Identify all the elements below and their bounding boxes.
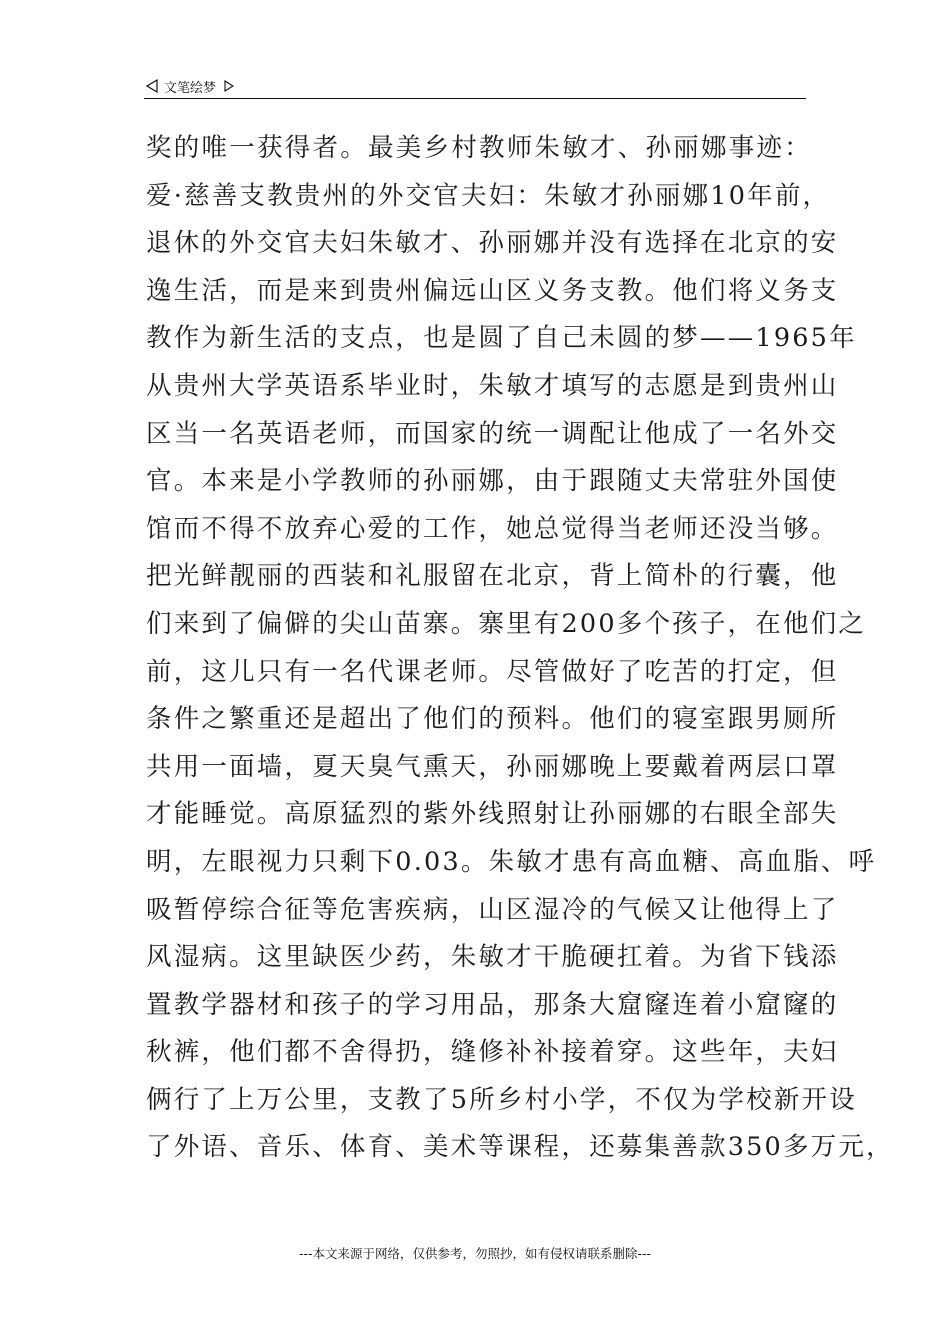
text-line: 馆而不得不放弃心爱的工作，她总觉得当老师还没当够。 bbox=[146, 513, 839, 544]
triangle-left-icon bbox=[146, 79, 158, 93]
text-line: 前，这儿只有一名代课老师。尽管做好了吃苦的打定，但 bbox=[146, 656, 839, 687]
text-line: 置教学器材和孩子的学习用品，那条大窟窿连着小窟窿的 bbox=[146, 989, 839, 1020]
text-line: 明，左眼视力只剩下0.03。朱敏才患有高血糖、高血脂、呼 bbox=[146, 846, 877, 877]
header-title: 文笔绘梦 bbox=[164, 80, 217, 96]
text-line: 共用一面墙，夏天臭气熏天，孙丽娜晚上要戴着两层口罩 bbox=[146, 751, 839, 782]
text-line: 逸生活，而是来到贵州偏远山区义务支教。他们将义务支 bbox=[146, 275, 839, 306]
text-line: 官。本来是小学教师的孙丽娜，由于跟随丈夫常驻外国使 bbox=[146, 466, 839, 497]
text-line: 秋裤，他们都不舍得扔，缝修补补接着穿。这些年，夫妇 bbox=[146, 1037, 839, 1068]
text-line: 条件之繁重还是超出了他们的预料。他们的寝室跟男厕所 bbox=[146, 704, 839, 735]
text-line: 吸暂停综合征等危害疾病，山区湿冷的气候又让他得上了 bbox=[146, 894, 839, 925]
text-line: 区当一名英语老师，而国家的统一调配让他成了一名外交 bbox=[146, 418, 839, 449]
body-text bbox=[146, 125, 894, 1172]
text-line: 俩行了上万公里，支教了5所乡村小学，不仅为学校新开设 bbox=[146, 1084, 857, 1115]
text-line: 教作为新生活的支点，也是圆了自己未圆的梦——1965年 bbox=[146, 323, 857, 354]
triangle-right-icon bbox=[224, 80, 234, 92]
document-header bbox=[146, 76, 234, 96]
text-line: 从贵州大学英语系毕业时，朱敏才填写的志愿是到贵州山 bbox=[146, 370, 839, 401]
text-line: 爱·慈善支教贵州的外交官夫妇：朱敏才孙丽娜10年前， bbox=[146, 180, 831, 211]
text-line: 们来到了偏僻的尖山苗寨。寨里有200多个孩子，在他们之 bbox=[146, 608, 867, 639]
text-line: 风湿病。这里缺医少药，朱敏才干脆硬扛着。为省下钱添 bbox=[146, 942, 839, 973]
text-line: 才能睡觉。高原猛烈的紫外线照射让孙丽娜的右眼全部失 bbox=[146, 799, 839, 830]
text-line: 退休的外交官夫妇朱敏才、孙丽娜并没有选择在北京的安 bbox=[146, 228, 839, 259]
footer-notice: ---本文来源于网络，仅供参考，勿照抄，如有侵权请联系删除--- bbox=[298, 1246, 652, 1261]
text-line: 了外语、音乐、体育、美术等课程，还募集善款350多万元， bbox=[146, 1132, 894, 1163]
header-divider bbox=[144, 98, 806, 99]
text-line: 把光鲜靓丽的西装和礼服留在北京，背上简朴的行囊，他 bbox=[146, 561, 839, 592]
text-line: 奖的唯一获得者。最美乡村教师朱敏才、孙丽娜事迹： bbox=[146, 133, 812, 163]
